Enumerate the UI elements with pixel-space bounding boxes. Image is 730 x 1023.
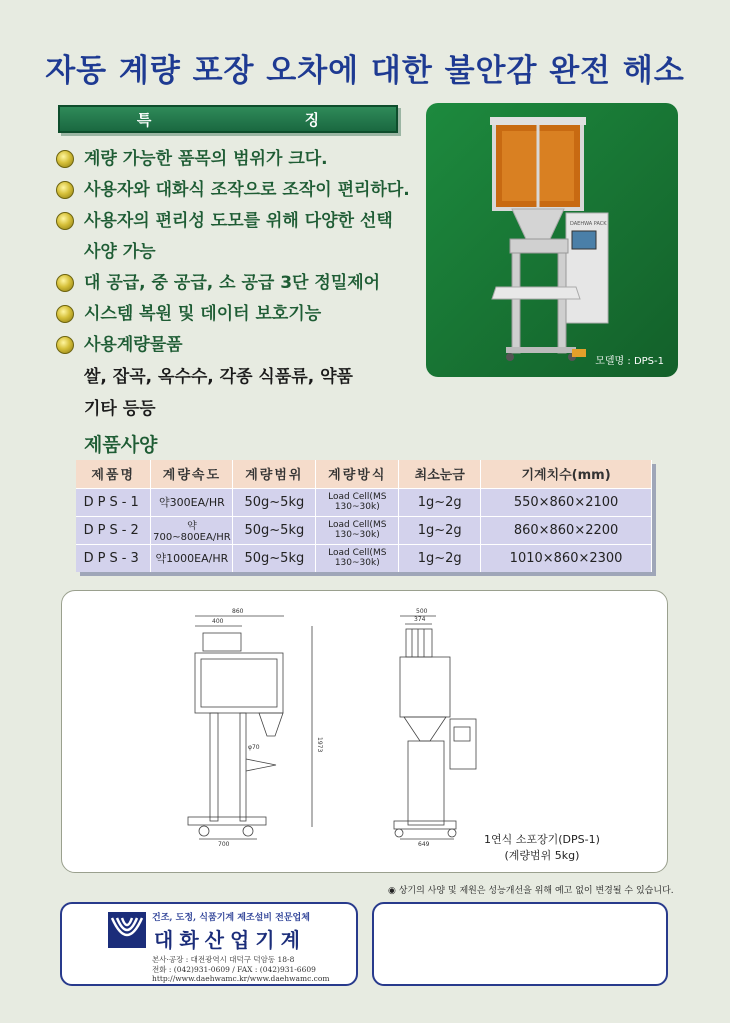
cell: 50g~5kg (233, 488, 316, 516)
cell: Load Cell(MS 130~30k) (316, 488, 399, 516)
company-info (60, 902, 358, 986)
cell: DPS-3 (76, 544, 151, 572)
dim-label: 649 (418, 841, 430, 848)
col-header: 계량범위 (233, 460, 316, 488)
page-title: 자동 계량 포장 오차에 대한 불안감 완전 해소 (45, 53, 685, 89)
spec-table (76, 460, 652, 572)
company-name: 대화산업기계 (154, 928, 306, 952)
cell: 1g~2g (399, 544, 481, 572)
cell: 약700~800EA/HR (151, 516, 233, 544)
cell: 1g~2g (399, 516, 481, 544)
dim-label: 374 (414, 616, 426, 623)
cell: DPS-1 (76, 488, 151, 516)
col-header: 기계치수(mm) (481, 460, 652, 488)
bullet-icon (56, 181, 74, 199)
table-row (76, 516, 652, 544)
cell: DPS-2 (76, 516, 151, 544)
drawing-caption: 1연식 소포장기(DPS-1) (계량범위 5kg) (484, 833, 600, 862)
company-logo-icon (108, 912, 146, 948)
bullet-icon (56, 336, 74, 354)
company-web: http://www.daehwamc.kr/www.daehwamc.com (152, 974, 330, 983)
bullet-icon (56, 274, 74, 292)
feature-item-continuation: 사양 가능 (84, 242, 156, 262)
technical-drawing (61, 590, 668, 873)
feature-item: 대 공급, 중 공급, 소 공급 3단 정밀제어 (56, 268, 436, 299)
cell: 약300EA/HR (151, 488, 233, 516)
panel-label: DAEHWA PACK (570, 221, 607, 227)
table-row (76, 544, 652, 572)
cell: 50g~5kg (233, 544, 316, 572)
col-header: 계량속도 (151, 460, 233, 488)
table-row (76, 488, 652, 516)
photo-caption: 모델명 : DPS-1 (595, 356, 664, 367)
cell: 50g~5kg (233, 516, 316, 544)
feature-item: 사용자와 대화식 조작으로 조작이 편리하다. (56, 175, 436, 206)
bullet-icon (56, 150, 74, 168)
cell: 860×860×2200 (481, 516, 652, 544)
company-address: 본사·공장 : 대전광역시 대덕구 덕암동 18-8 (152, 955, 295, 964)
features-list (56, 144, 436, 425)
dim-label: 860 (232, 608, 244, 615)
col-header: 계량방식 (316, 460, 399, 488)
col-header: 제품명 (76, 460, 151, 488)
company-phone: 전화 : (042)931-0609 / FAX : (042)931-6609 (152, 965, 316, 974)
machine-illustration (426, 103, 678, 377)
cell: Load Cell(MS 130~30k) (316, 516, 399, 544)
col-header: 최소눈금 (399, 460, 481, 488)
table-header-row (76, 460, 652, 488)
dim-label: 700 (218, 841, 230, 848)
machine-photo (426, 103, 678, 377)
feature-item: 사용계량물품 (56, 330, 436, 361)
feature-item: 사용자의 편리성 도모를 위해 다양한 선택 (56, 206, 436, 237)
bullet-icon (56, 305, 74, 323)
cell: 약1000EA/HR (151, 544, 233, 572)
company-tagline: 건조, 도정, 식품기계 제조설비 전문업체 (152, 913, 310, 923)
bullet-icon (56, 212, 74, 230)
spec-title: 제품사양 (84, 434, 158, 456)
dim-label: 400 (212, 618, 224, 625)
feature-item: 계량 가능한 품목의 범위가 크다. (56, 144, 436, 175)
dim-label: 500 (416, 608, 428, 615)
products-line: 기타 등등 (84, 399, 156, 419)
dim-label: φ70 (248, 744, 260, 751)
cell: 1010×860×2300 (481, 544, 652, 572)
feature-item: 시스템 복원 및 데이터 보호기능 (56, 299, 436, 330)
blank-box (372, 902, 668, 986)
features-heading: 특 징 (58, 105, 398, 133)
cell: 550×860×2100 (481, 488, 652, 516)
notice-text: ◉ 상기의 사양 및 제원은 성능개선을 위해 예고 없이 변경될 수 있습니다. (388, 886, 674, 896)
cell: Load Cell(MS 130~30k) (316, 544, 399, 572)
cell: 1g~2g (399, 488, 481, 516)
dim-label: 1973 (316, 737, 323, 753)
products-line: 쌀, 잡곡, 옥수수, 각종 식품류, 약품 (84, 367, 353, 387)
